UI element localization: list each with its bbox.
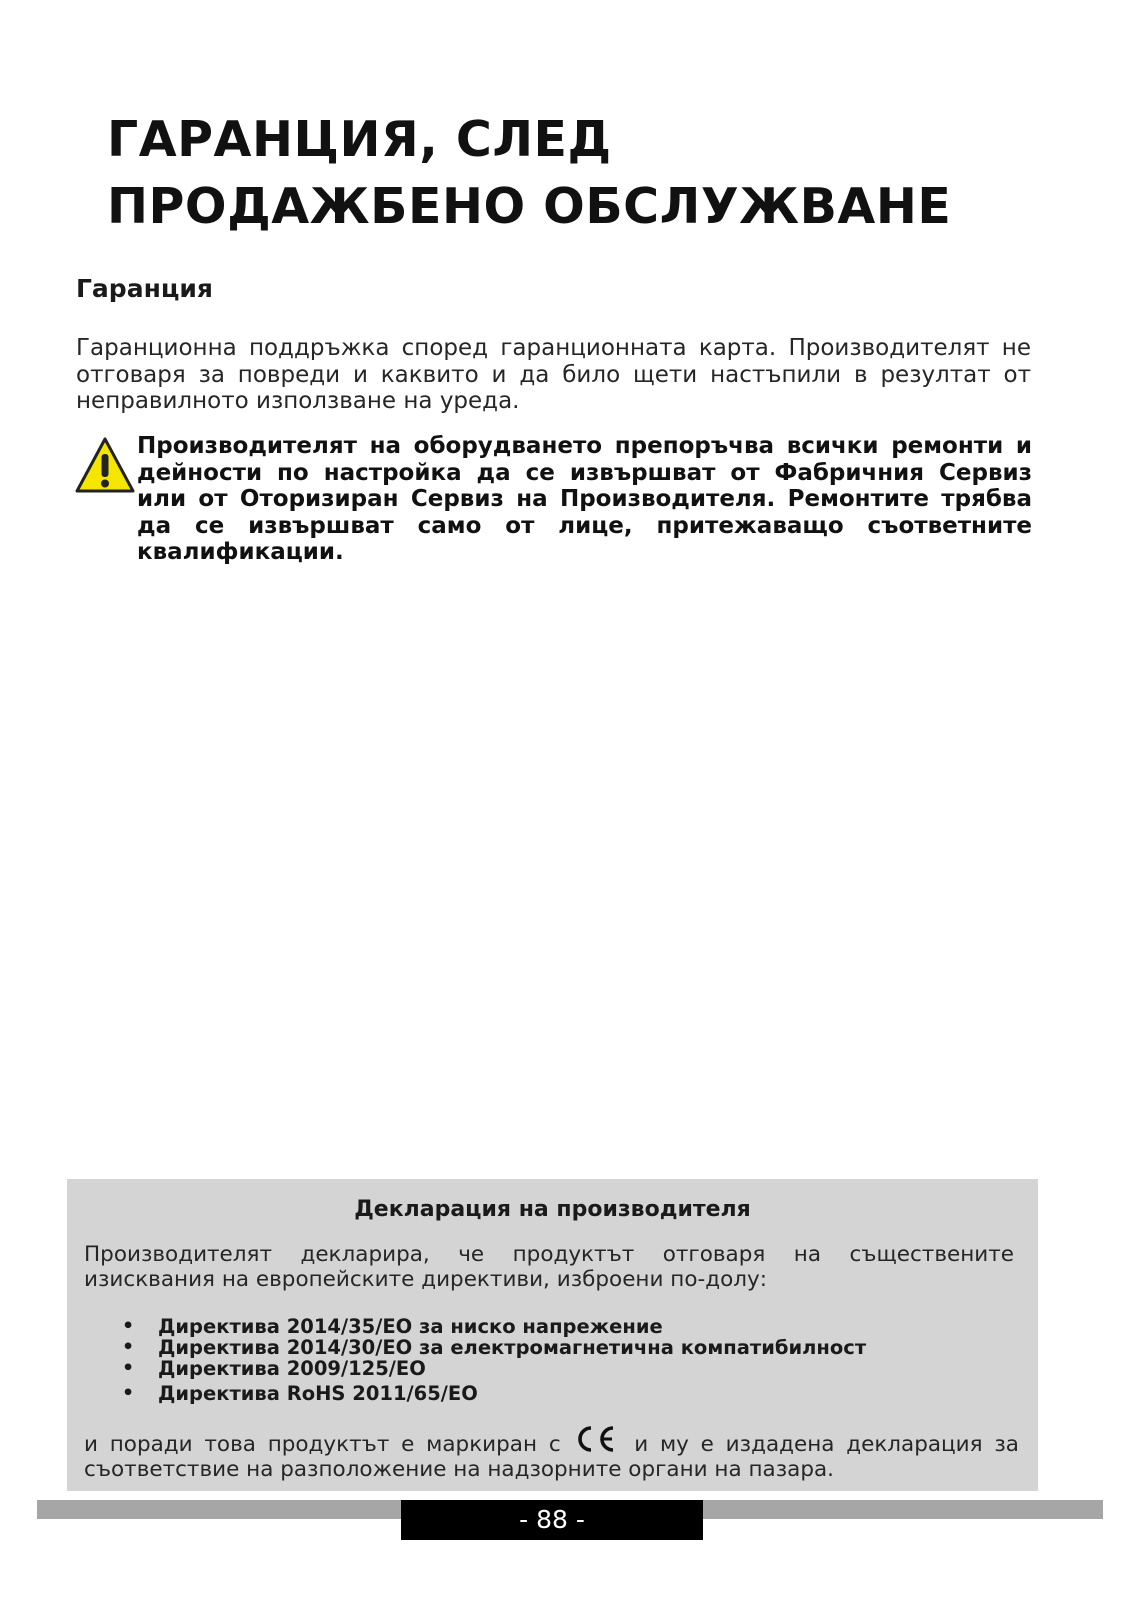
warranty-text: Гаранционна поддръжка според гаранционната карта. Производителят не отговаря за повреди и каквито и да било щети настъпили в резултат от неправилното използване на уреда. <box>76 335 1031 414</box>
page-title-line-1: ГАРАНЦИЯ, СЛЕД <box>107 111 612 168</box>
directive-text: Директива 2009/125/ЕО <box>158 1357 426 1380</box>
ce-mark-icon <box>574 1424 618 1454</box>
page-number: - 88 - <box>401 1500 703 1540</box>
bullet: • <box>122 1315 135 1337</box>
declaration-intro: Производителят декларира, че продуктът отговаря на съществените изисквания на европейските директиви, изброени по-долу: <box>84 1242 1014 1292</box>
directive-item <box>122 1316 866 1337</box>
directive-item <box>122 1358 866 1379</box>
page-title <box>107 106 1067 240</box>
warranty-heading: Гаранция <box>76 274 213 303</box>
warning-triangle-icon <box>74 436 136 494</box>
warning-text: Производителят на оборудването препоръчва всички ремонти и дейности по настройка да се извършват от Фабричния Сервиз или от Оторизиран Сервиз на Производителя. Ремонтите трябва да се извършват само от лице, притежаващо съответните квалификации. <box>137 433 1032 565</box>
directive-text: Директива 2014/30/ЕО за електромагнетична компатибилност <box>158 1336 867 1359</box>
directive-text: Директива 2014/35/ЕО за ниско напрежение <box>158 1315 663 1338</box>
page-title-line-2: ПРОДАЖБЕНО ОБСЛУЖВАНЕ <box>107 178 952 235</box>
bullet: • <box>122 1357 135 1379</box>
declaration-outro <box>84 1424 1019 1482</box>
declaration-outro-after-mark: и му е издадена декларация за съответствие на разположение на надзорните органи на пазара. <box>84 1432 1019 1482</box>
directive-item <box>122 1337 866 1358</box>
declaration-outro-before-mark: и поради това продуктът е маркиран с <box>84 1432 561 1457</box>
bullet: • <box>122 1382 135 1404</box>
declaration-title: Декларация на производителя <box>354 1197 751 1222</box>
bullet: • <box>122 1336 135 1358</box>
directive-text: Директива RoHS 2011/65/ЕО <box>158 1382 478 1405</box>
directive-list <box>122 1316 866 1404</box>
directive-item <box>122 1383 866 1404</box>
manufacturer-declaration-box <box>67 1179 1038 1491</box>
